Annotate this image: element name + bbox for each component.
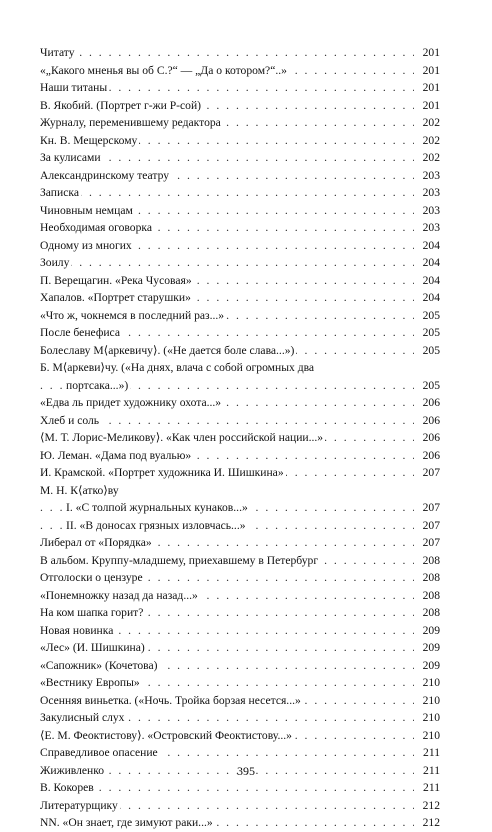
toc-entry-page: 204 [420,272,440,290]
toc-entry-title: Ю. Леман. «Дама под вуалью» [40,447,193,465]
toc-entry [40,639,440,657]
toc-entry [40,97,440,115]
toc-entry-title: После бенефиса [40,324,122,342]
toc-entry-page: 204 [420,254,440,272]
toc-entry-page: 201 [420,44,440,62]
toc-entry-title: портсака...») [66,377,130,395]
toc-entry-page: 210 [420,709,440,727]
toc-entry [40,219,440,237]
toc-entry [40,307,440,325]
toc-entry [40,429,440,447]
toc-entry-title: Либерал от «Порядка» [40,534,154,552]
toc-entry [40,482,440,500]
toc-entry [40,412,440,430]
toc-entry-page: 202 [420,114,440,132]
toc-entry-page: 201 [420,79,440,97]
toc-entry-page: 210 [420,674,440,692]
toc-entry-title: Отголоски о цензуре [40,569,145,587]
toc-entry [40,149,440,167]
toc-entry [40,692,440,710]
dot-leader [40,779,414,797]
toc-entry [40,587,440,605]
toc-entry-title: Б. М⟨аркеви⟩чу. («На днях, влача с собой огромных два [40,359,316,377]
toc-entry [40,114,440,132]
toc-entry [40,622,440,640]
toc-entry [40,289,440,307]
toc-entry-page: 203 [420,202,440,220]
toc-entry-title: Хлеб и соль [40,412,101,430]
toc-entry [40,552,440,570]
toc-entry [40,44,440,62]
toc-entry-title: В альбом. Круппу-младшему, приехавшему в Петербург [40,552,320,570]
toc-entry-title: В. Кокорев [40,779,96,797]
page-number: 395 [237,764,255,778]
toc-entry-page: 207 [420,464,440,482]
toc-entry-page: 207 [420,517,440,535]
toc-entry-title: ⟨М. Т. Лорис-Меликову⟩. «Как член российской нации...» [40,429,325,447]
toc-entry [40,272,440,290]
toc-entry [40,324,440,342]
dot-leader [40,44,414,62]
toc-entry-title: II. «В доносах грязных изловчась...» [66,517,248,535]
toc-entry-page: 206 [420,412,440,430]
toc-entry-page: 203 [420,167,440,185]
toc-entry [40,342,440,360]
toc-entry [40,727,440,745]
toc-entry-title: «Сапожник» (Кочетова) [40,657,160,675]
toc-entry-page: 209 [420,657,440,675]
toc-entry-title: «Едва ль придет художнику охота...» [40,394,223,412]
toc-entry-page: 208 [420,587,440,605]
toc-entry-title: «Лес» (И. Шишкина) [40,639,147,657]
toc-entry [40,604,440,622]
dot-leader [40,184,414,202]
toc-entry [40,517,440,535]
toc-entry-page: 209 [420,639,440,657]
table-of-contents [40,44,440,832]
toc-entry-title: I. «С толпой журнальных кунаков...» [66,499,250,517]
toc-entry [40,359,440,377]
toc-entry-title: NN. «Он знает, где зимуют раки...» [40,814,215,832]
toc-entry-page: 205 [420,377,440,395]
toc-entry [40,377,440,395]
toc-entry [40,254,440,272]
toc-entry-title: И. Крамской. «Портрет художника И. Шишкина» [40,464,286,482]
toc-entry [40,814,440,832]
toc-entry-title: «Вестнику Европы» [40,674,142,692]
toc-entry-title: Наши титаны [40,79,109,97]
toc-entry [40,132,440,150]
toc-entry-title: Хапалов. «Портрет старушки» [40,289,193,307]
toc-entry-page: 210 [420,727,440,745]
toc-entry-page: 205 [420,342,440,360]
toc-entry [40,709,440,727]
toc-entry-page: 207 [420,534,440,552]
toc-entry [40,184,440,202]
toc-entry-page: 206 [420,447,440,465]
toc-entry-page: 211 [420,744,440,762]
toc-entry-title: Литературщику [40,797,120,815]
toc-entry-title: Справедливое опасение [40,744,160,762]
toc-entry-page: 207 [420,499,440,517]
toc-entry-title: «„Какого мненья вы об С.?“ — „Да о котором?“..» [40,62,289,80]
toc-entry [40,762,440,780]
toc-entry-page: 204 [420,237,440,255]
toc-entry [40,447,440,465]
toc-entry-title: Кн. В. Мещерскому [40,132,139,150]
toc-entry-page: 210 [420,692,440,710]
toc-entry [40,167,440,185]
toc-entry-title: Жиживленко [40,762,106,780]
toc-entry-page: 201 [420,97,440,115]
toc-entry-page: 205 [420,324,440,342]
toc-entry [40,464,440,482]
toc-entry-title: В. Якобий. (Портрет г-жи Р-сой) [40,97,203,115]
toc-entry-page: 211 [420,762,440,780]
toc-entry-title: Болеславу М⟨аркевичу⟩. («Не дается боле слава...») [40,342,296,360]
toc-entry-page: 202 [420,132,440,150]
toc-entry-page: 208 [420,552,440,570]
toc-entry [40,657,440,675]
toc-entry [40,569,440,587]
toc-entry-title: Читату [40,44,77,62]
toc-entry-page: 203 [420,184,440,202]
toc-entry [40,534,440,552]
toc-entry [40,797,440,815]
toc-entry-page: 208 [420,569,440,587]
toc-entry [40,394,440,412]
toc-entry-title: М. Н. К⟨атко⟩ву [40,482,121,500]
toc-entry [40,62,440,80]
toc-entry-page: 212 [420,814,440,832]
toc-entry [40,674,440,692]
toc-entry-title: Необходимая оговорка [40,219,154,237]
toc-entry [40,499,440,517]
toc-entry [40,744,440,762]
toc-entry-title: За кулисами [40,149,103,167]
toc-entry-title: Записка [40,184,81,202]
toc-entry-title: Закулисный слух [40,709,126,727]
toc-entry-title: ⟨Е. М. Феоктистову⟩. «Островский Феоктистову...» [40,727,294,745]
toc-entry-page: 201 [420,62,440,80]
toc-entry-title: Одному из многих [40,237,134,255]
toc-entry-title: Зоилу [40,254,71,272]
toc-entry-title: П. Верещагин. «Река Чусовая» [40,272,194,290]
toc-entry-page: 211 [420,779,440,797]
toc-entry [40,237,440,255]
toc-entry-page: 209 [420,622,440,640]
toc-entry [40,79,440,97]
toc-entry-title: Журналу, переменившему редактора [40,114,223,132]
toc-entry-title: «Понемножку назад да назад...» [40,587,200,605]
toc-entry-page: 205 [420,307,440,325]
toc-entry [40,202,440,220]
toc-entry-page: 204 [420,289,440,307]
toc-entry-page: 203 [420,219,440,237]
toc-entry-page: 206 [420,394,440,412]
toc-entry-page: 208 [420,604,440,622]
toc-entry-title: Осенняя виньетка. («Ночь. Тройка борзая несется...» [40,692,303,710]
toc-entry-title: На ком шапка горит? [40,604,145,622]
toc-entry-page: 202 [420,149,440,167]
toc-entry-title: Александринскому театру [40,167,171,185]
toc-entry-page: 206 [420,429,440,447]
toc-entry-title: «Что ж, чокнемся в последний раз...» [40,307,226,325]
toc-entry-title: Чиновным немцам [40,202,135,220]
toc-entry-page: 212 [420,797,440,815]
dot-leader [40,254,414,272]
toc-entry [40,779,440,797]
toc-entry-title: Новая новинка [40,622,115,640]
